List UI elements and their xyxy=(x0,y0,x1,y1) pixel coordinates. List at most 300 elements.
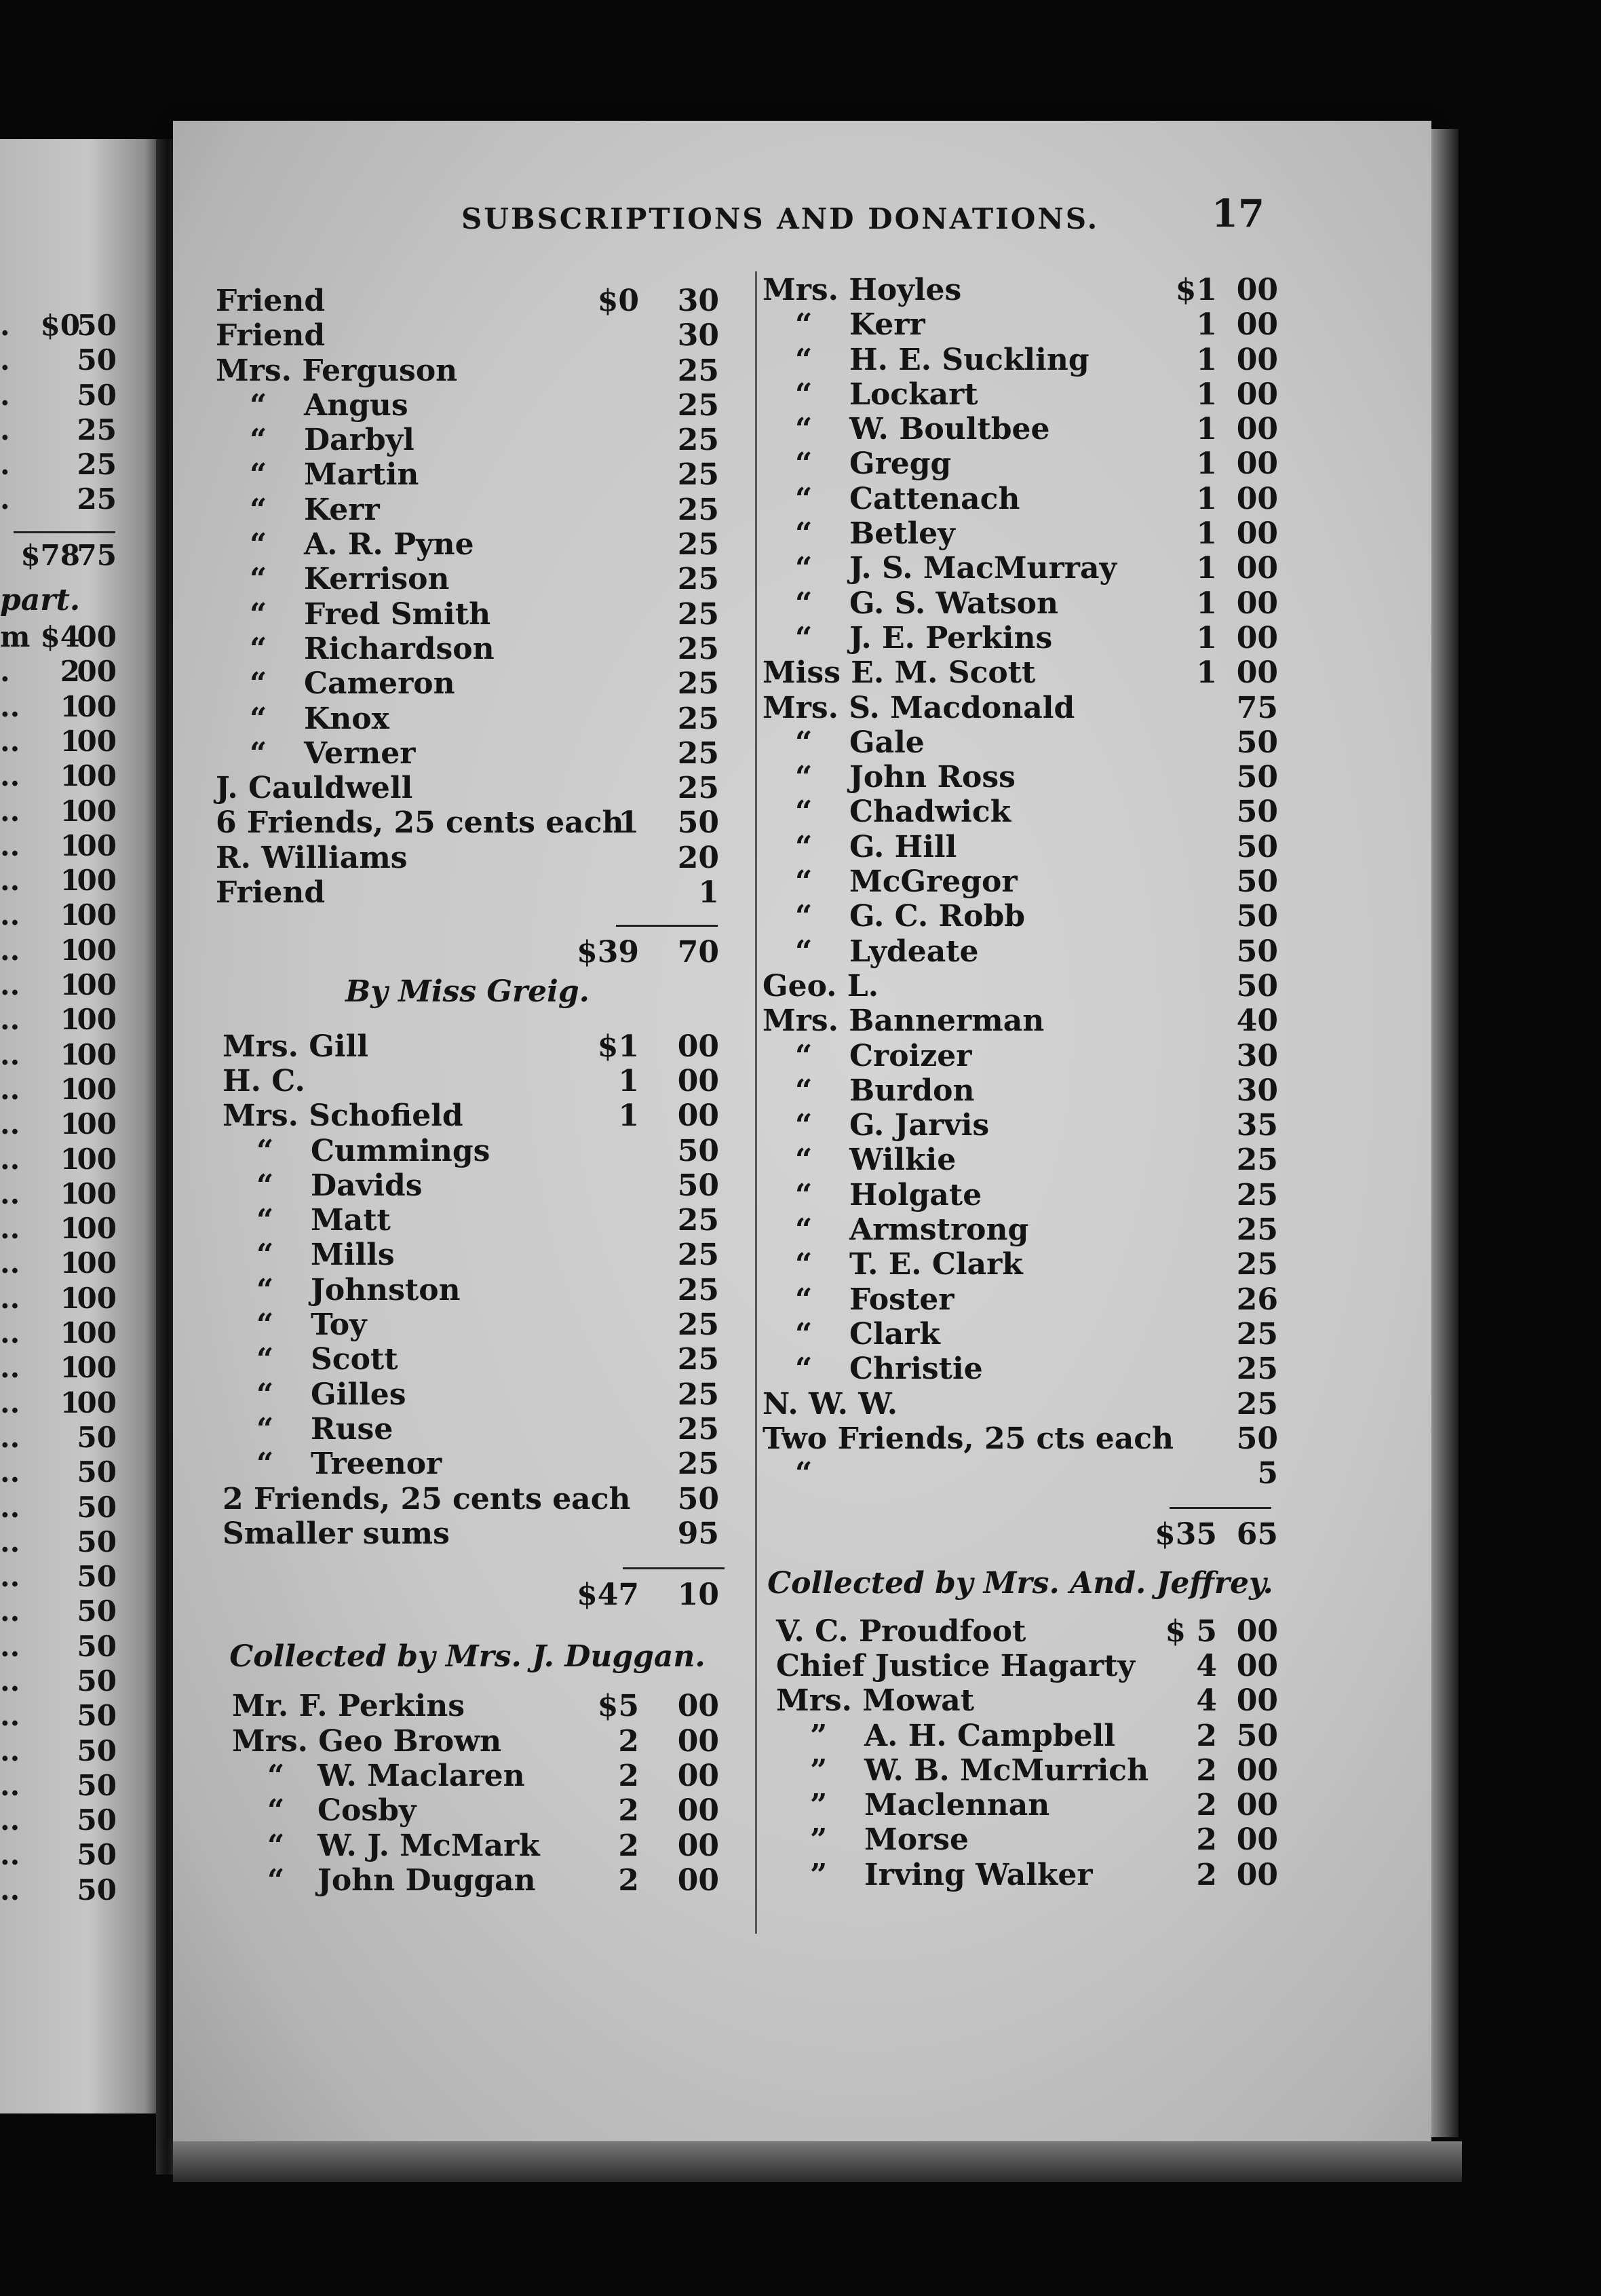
fragment-row xyxy=(0,1455,136,1490)
entry-row xyxy=(763,1212,1278,1247)
amount-cents: 50 xyxy=(77,343,117,377)
donor-name: Mrs. Geo Brown xyxy=(232,1723,502,1759)
entry-row xyxy=(216,353,719,388)
fragment-row xyxy=(0,1525,136,1560)
fragment-text: .. xyxy=(0,1560,20,1594)
amount-dollars: 1 xyxy=(1196,412,1217,447)
ditto-mark: “ xyxy=(250,423,267,458)
donor-name: W. B. McMurrich xyxy=(864,1753,1149,1788)
donor-name: Kerrison xyxy=(304,562,450,597)
fragment-row xyxy=(0,343,136,378)
donor-name: Cattenach xyxy=(849,481,1020,516)
amount-cents: 25 xyxy=(1236,1177,1278,1212)
amount-cents: 50 xyxy=(1236,1421,1278,1456)
ditto-mark: “ xyxy=(795,1177,813,1212)
total-cents: 75 xyxy=(77,538,117,572)
section-heading: Collected by Mrs. And. Jeffrey. xyxy=(767,1565,1273,1601)
entry-row xyxy=(216,1342,719,1377)
entry-row xyxy=(763,969,1278,1003)
ditto-mark: “ xyxy=(795,795,813,830)
ditto-mark: “ xyxy=(267,1758,285,1793)
donor-name: Cummings xyxy=(311,1133,490,1168)
amount-dollars: 1 xyxy=(60,968,80,1002)
amount-dollars: 1 xyxy=(60,794,80,828)
amount-dollars: 1 xyxy=(1196,307,1217,343)
amount-dollars: 1 xyxy=(1196,377,1217,412)
donor-name: Martin xyxy=(304,457,419,493)
amount-cents: 50 xyxy=(77,1838,117,1872)
amount-dollars: 1 xyxy=(618,1063,639,1098)
ditto-mark: “ xyxy=(795,1316,813,1352)
donor-name: Mrs. Mowat xyxy=(776,1683,975,1719)
entry-row xyxy=(216,666,719,701)
amount-cents: 50 xyxy=(77,1420,117,1454)
amount-cents: 00 xyxy=(77,689,117,723)
entry-row xyxy=(763,1387,1278,1421)
entry-row xyxy=(216,597,719,632)
donor-name: R. Williams xyxy=(216,840,408,875)
ditto-mark: ” xyxy=(810,1857,828,1892)
fragment-row xyxy=(0,1838,136,1873)
donor-name: N. W. W. xyxy=(763,1386,898,1421)
amount-cents: 25 xyxy=(1236,1386,1278,1421)
donor-name: A. H. Campbell xyxy=(864,1718,1116,1753)
entry-row xyxy=(216,457,719,492)
amount-cents: 00 xyxy=(77,933,117,967)
ditto-mark: “ xyxy=(795,1282,813,1317)
fragment-text: . xyxy=(0,413,10,446)
fragment-row xyxy=(0,1491,136,1525)
amount-cents: 00 xyxy=(1236,551,1278,586)
entry-row xyxy=(216,1863,719,1898)
book-gutter xyxy=(156,139,175,2175)
entry-row xyxy=(763,1788,1278,1822)
fragment-text: .. xyxy=(0,1385,20,1419)
entry-row xyxy=(216,1134,719,1168)
donor-name: Verner xyxy=(304,735,416,771)
donor-name: Scott xyxy=(311,1342,398,1377)
amount-cents: 00 xyxy=(77,759,117,793)
left-column xyxy=(216,284,719,1898)
amount-dollars: 1 xyxy=(60,724,80,758)
ditto-mark: “ xyxy=(250,527,267,562)
donor-name: Maclennan xyxy=(864,1788,1050,1823)
fragment-row xyxy=(0,1630,136,1664)
fragment-text: .. xyxy=(0,898,20,932)
amount-cents: 50 xyxy=(77,1490,117,1524)
amount-cents: 00 xyxy=(1236,481,1278,516)
left-fragment-column xyxy=(0,309,136,1908)
amount-dollars: 1 xyxy=(60,828,80,862)
amount-cents: 00 xyxy=(1236,1613,1278,1649)
entry-row xyxy=(763,760,1278,795)
total-dollars: $47 xyxy=(577,1577,639,1613)
donor-name: Chadwick xyxy=(849,795,1011,830)
entry-row xyxy=(763,725,1278,760)
fragment-row xyxy=(0,690,136,725)
amount-dollars: 2 xyxy=(60,655,80,689)
amount-dollars: 1 xyxy=(60,1281,80,1315)
ditto-mark: “ xyxy=(795,446,813,482)
donor-name: Gilles xyxy=(311,1377,406,1412)
amount-dollars: $1 xyxy=(597,1029,639,1064)
entry-row xyxy=(216,1168,719,1203)
ditto-mark: “ xyxy=(256,1411,274,1447)
donor-name: Matt xyxy=(311,1203,391,1238)
entry-row xyxy=(763,343,1278,377)
amount-cents: 00 xyxy=(77,898,117,932)
fragment-row xyxy=(0,1351,136,1385)
amount-cents: 00 xyxy=(77,1003,117,1037)
amount-cents: 50 xyxy=(677,1168,719,1203)
amount-cents: 25 xyxy=(677,387,719,423)
amount-dollars: 1 xyxy=(1196,342,1217,377)
entry-row xyxy=(216,875,719,910)
amount-cents: 75 xyxy=(1236,690,1278,725)
donor-name: Burdon xyxy=(849,1073,975,1108)
donor-name: 2 Friends, 25 cents each xyxy=(223,1481,631,1516)
amount-cents: 50 xyxy=(77,1803,117,1837)
amount-cents: 00 xyxy=(1236,1788,1278,1823)
total-cents: 65 xyxy=(1236,1517,1278,1552)
donor-name: W. J. McMark xyxy=(317,1828,540,1863)
amount-cents: 00 xyxy=(77,724,117,758)
amount-cents: 50 xyxy=(1236,725,1278,760)
entry-row xyxy=(216,771,719,805)
amount-dollars: 2 xyxy=(618,1723,639,1759)
amount-cents: 00 xyxy=(77,620,117,654)
amount-cents: 00 xyxy=(1236,412,1278,447)
donor-name: Mills xyxy=(311,1238,395,1273)
ditto-mark: “ xyxy=(795,864,813,900)
donor-name: J. S. MacMurray xyxy=(849,551,1117,586)
entry-row xyxy=(763,412,1278,446)
fragment-text: .. xyxy=(0,1664,20,1698)
amount-dollars: $4 xyxy=(40,620,80,654)
amount-dollars: 2 xyxy=(1196,1753,1217,1788)
amount-cents: 25 xyxy=(677,1307,719,1343)
amount-cents: 25 xyxy=(1236,1352,1278,1387)
amount-cents: 25 xyxy=(677,1272,719,1307)
donor-name: Ruse xyxy=(311,1411,393,1447)
ditto-mark: “ xyxy=(795,1352,813,1387)
entry-row xyxy=(216,1759,719,1793)
fragment-row xyxy=(0,968,136,1003)
fragment-text: .. xyxy=(0,1699,20,1733)
fragment-text: .. xyxy=(0,1490,20,1524)
ditto-mark: “ xyxy=(267,1862,285,1898)
fragment-row xyxy=(0,1212,136,1246)
amount-dollars: 4 xyxy=(1196,1648,1217,1683)
amount-cents: 00 xyxy=(1236,586,1278,621)
total-dollars: $35 xyxy=(1155,1517,1217,1552)
entry-row xyxy=(216,702,719,736)
column-divider xyxy=(755,271,757,1934)
entry-row xyxy=(216,562,719,596)
donor-name: John Duggan xyxy=(317,1862,536,1898)
entry-row xyxy=(763,1073,1278,1108)
entry-row xyxy=(216,1724,719,1759)
amount-cents: 50 xyxy=(77,1455,117,1489)
fragment-text: .. xyxy=(0,1003,20,1037)
amount-cents: 25 xyxy=(677,1342,719,1377)
amount-cents: 00 xyxy=(1236,655,1278,691)
donor-name: Holgate xyxy=(849,1177,982,1212)
fragment-text: .. xyxy=(0,1734,20,1767)
sum-rule xyxy=(623,1567,725,1569)
ditto-mark: “ xyxy=(250,562,267,597)
section-heading: Collected by Mrs. J. Duggan. xyxy=(229,1639,706,1675)
donor-name: Mrs. Hoyles xyxy=(763,273,962,307)
ditto-mark: “ xyxy=(795,934,813,969)
amount-cents: 50 xyxy=(77,1699,117,1733)
amount-cents: 00 xyxy=(1236,273,1278,307)
amount-dollars: 1 xyxy=(60,1037,80,1071)
amount-cents: 50 xyxy=(1236,1718,1278,1753)
amount-cents: 00 xyxy=(677,1793,719,1829)
donor-name: Johnston xyxy=(311,1272,461,1307)
amount-cents: 25 xyxy=(677,1203,719,1238)
amount-dollars: $1 xyxy=(1175,273,1217,307)
fragment-row xyxy=(0,1873,136,1908)
fragment-row xyxy=(0,864,136,898)
ditto-mark: “ xyxy=(256,1447,274,1482)
total-cents: 70 xyxy=(677,935,719,970)
amount-cents: 50 xyxy=(77,1873,117,1907)
amount-cents: 50 xyxy=(77,1734,117,1767)
amount-cents: 50 xyxy=(1236,760,1278,795)
amount-cents: 25 xyxy=(77,448,117,482)
amount-cents: 50 xyxy=(1236,899,1278,934)
amount-cents: 50 xyxy=(77,1560,117,1594)
amount-cents: 00 xyxy=(1236,307,1278,343)
amount-dollars: 2 xyxy=(618,1862,639,1898)
donor-name: Wilkie xyxy=(849,1143,957,1178)
total-dollars: $78 xyxy=(20,538,80,572)
fragment-text: .. xyxy=(0,968,20,1002)
donor-name: Friend xyxy=(216,284,326,318)
fragment-row xyxy=(0,1386,136,1421)
amount-dollars: 2 xyxy=(1196,1788,1217,1823)
sum-rule xyxy=(14,531,115,533)
amount-cents: 25 xyxy=(77,482,117,516)
entry-row xyxy=(763,795,1278,829)
amount-dollars: 2 xyxy=(1196,1718,1217,1753)
ditto-mark: “ xyxy=(795,307,813,343)
amount-dollars: 2 xyxy=(1196,1822,1217,1858)
amount-cents: 00 xyxy=(77,1072,117,1106)
entry-row xyxy=(763,1108,1278,1143)
fragment-text: .. xyxy=(0,1176,20,1210)
section-total xyxy=(216,1577,719,1612)
fragment-row xyxy=(0,620,136,655)
amount-cents: 25 xyxy=(677,666,719,702)
entry-row xyxy=(763,655,1278,690)
ditto-mark: “ xyxy=(795,1073,813,1108)
amount-cents: 25 xyxy=(677,353,719,388)
amount-cents: 00 xyxy=(77,655,117,689)
amount-dollars: 1 xyxy=(1196,516,1217,552)
entry-row xyxy=(763,1614,1278,1649)
ditto-mark: “ xyxy=(250,492,267,527)
amount-cents: 25 xyxy=(1236,1212,1278,1248)
donor-name: H. E. Suckling xyxy=(849,342,1089,377)
fragment-row xyxy=(0,934,136,968)
ditto-mark: “ xyxy=(795,412,813,447)
ditto-mark: “ xyxy=(795,620,813,655)
fragment-text: .. xyxy=(0,1838,20,1872)
fragment-row xyxy=(0,448,136,482)
ditto-mark: “ xyxy=(256,1168,274,1203)
fragment-text: .. xyxy=(0,933,20,967)
entry-row xyxy=(216,1273,719,1307)
ditto-mark: “ xyxy=(795,1038,813,1073)
amount-cents: 00 xyxy=(1236,1753,1278,1788)
ditto-mark: ” xyxy=(810,1753,828,1788)
fragment-row xyxy=(0,309,136,343)
fragment-row xyxy=(0,379,136,413)
amount-dollars: 1 xyxy=(60,1316,80,1350)
entry-row xyxy=(763,899,1278,934)
entry-row xyxy=(763,864,1278,899)
donor-name: Lockart xyxy=(849,377,978,412)
ditto-mark: “ xyxy=(256,1377,274,1412)
ditto-mark: “ xyxy=(250,666,267,702)
amount-cents: 00 xyxy=(1236,446,1278,482)
ditto-mark: “ xyxy=(250,457,267,493)
amount-cents: 00 xyxy=(1236,620,1278,655)
fragment-text: .. xyxy=(0,1594,20,1628)
amount-cents: 50 xyxy=(677,805,719,841)
amount-cents: 00 xyxy=(1236,1683,1278,1719)
donor-name: Mrs. Gill xyxy=(223,1029,369,1064)
amount-cents: 50 xyxy=(1236,829,1278,864)
fragment-text: .. xyxy=(0,864,20,898)
donor-name: W. Boultbee xyxy=(849,412,1050,447)
entry-row xyxy=(216,1377,719,1412)
fragment-row xyxy=(0,1664,136,1699)
entry-row xyxy=(763,1003,1278,1038)
amount-cents: 00 xyxy=(77,864,117,898)
amount-cents: 00 xyxy=(677,1862,719,1898)
sum-rule xyxy=(1170,1507,1271,1509)
donor-name: Armstrong xyxy=(849,1212,1029,1248)
entry-row xyxy=(216,527,719,562)
amount-cents: 25 xyxy=(677,771,719,806)
amount-cents: 95 xyxy=(677,1516,719,1551)
amount-cents: 00 xyxy=(677,1758,719,1793)
fragment-text: .. xyxy=(0,828,20,862)
amount-cents: 00 xyxy=(1236,342,1278,377)
fragment-row xyxy=(0,1003,136,1037)
amount-dollars: 1 xyxy=(618,1098,639,1134)
entry-row xyxy=(216,284,719,318)
fragment-row xyxy=(0,1038,136,1073)
amount-cents: 50 xyxy=(1236,795,1278,830)
amount-dollars: $0 xyxy=(597,284,639,318)
amount-cents: 25 xyxy=(677,492,719,527)
amount-cents: 00 xyxy=(1236,1822,1278,1858)
donor-name: Angus xyxy=(304,387,408,423)
entry-row xyxy=(763,1822,1278,1857)
amount-cents: 50 xyxy=(77,1664,117,1698)
donor-name: 6 Friends, 25 cents each xyxy=(216,805,624,841)
amount-dollars: 1 xyxy=(60,864,80,898)
donor-name: Smaller sums xyxy=(223,1516,450,1551)
amount-dollars: 1 xyxy=(1196,481,1217,516)
ditto-mark: “ xyxy=(795,551,813,586)
donor-name: Kerr xyxy=(304,492,380,527)
fragment-row xyxy=(0,1769,136,1803)
amount-cents: 25 xyxy=(1236,1316,1278,1352)
entry-row xyxy=(763,516,1278,551)
donor-name: G. C. Robb xyxy=(849,899,1025,934)
running-head: SUBSCRIPTIONS AND DONATIONS. xyxy=(461,202,1100,235)
fragment-row xyxy=(0,1803,136,1838)
fragment-text: . xyxy=(0,655,10,689)
amount-cents: 5 xyxy=(1257,1456,1278,1491)
amount-cents: 00 xyxy=(77,1385,117,1419)
ditto-mark: “ xyxy=(795,1247,813,1282)
amount-cents: 30 xyxy=(677,284,719,318)
amount-cents: 00 xyxy=(77,1281,117,1315)
donor-name: V. C. Proudfoot xyxy=(776,1613,1026,1649)
fragment-row xyxy=(0,1246,136,1281)
entry-row xyxy=(216,1238,719,1272)
amount-cents: 25 xyxy=(1236,1247,1278,1282)
ditto-mark: “ xyxy=(795,829,813,864)
donor-name: Morse xyxy=(864,1822,969,1858)
amount-dollars: 1 xyxy=(1196,446,1217,482)
amount-dollars: 1 xyxy=(60,689,80,723)
ditto-mark: “ xyxy=(250,631,267,666)
fragment-text: .. xyxy=(0,1629,20,1663)
amount-cents: 50 xyxy=(77,1525,117,1558)
amount-cents: 00 xyxy=(1236,377,1278,412)
donor-name: Toy xyxy=(311,1307,367,1343)
entry-row xyxy=(216,841,719,875)
amount-dollars: $5 xyxy=(597,1689,639,1724)
amount-dollars: 1 xyxy=(1196,655,1217,691)
amount-dollars: 1 xyxy=(1196,551,1217,586)
donor-name: Richardson xyxy=(304,631,495,666)
amount-cents: 50 xyxy=(1236,934,1278,969)
amount-cents: 25 xyxy=(677,423,719,458)
amount-cents: 00 xyxy=(677,1063,719,1098)
entry-row xyxy=(216,1447,719,1481)
amount-cents: 25 xyxy=(677,527,719,562)
donor-name: Davids xyxy=(311,1168,423,1203)
amount-dollars: 2 xyxy=(618,1793,639,1829)
donor-name: Mrs. Bannerman xyxy=(763,1003,1045,1039)
sum-rule xyxy=(616,925,718,927)
donor-name: Clark xyxy=(849,1316,940,1352)
amount-dollars: 1 xyxy=(60,1003,80,1037)
donor-name: Friend xyxy=(216,875,326,911)
amount-cents: 25 xyxy=(677,701,719,736)
page-edge xyxy=(1431,129,1459,2137)
fragment-text: .. xyxy=(0,689,20,723)
amount-cents: 00 xyxy=(677,1689,719,1724)
entry-row xyxy=(763,273,1278,307)
ditto-mark: “ xyxy=(256,1238,274,1273)
fragment-text: .. xyxy=(0,1072,20,1106)
ditto-mark: “ xyxy=(795,342,813,377)
amount-dollars: 1 xyxy=(1196,586,1217,621)
fragment-row xyxy=(0,898,136,933)
entry-row xyxy=(216,1064,719,1098)
amount-cents: 30 xyxy=(1236,1073,1278,1108)
